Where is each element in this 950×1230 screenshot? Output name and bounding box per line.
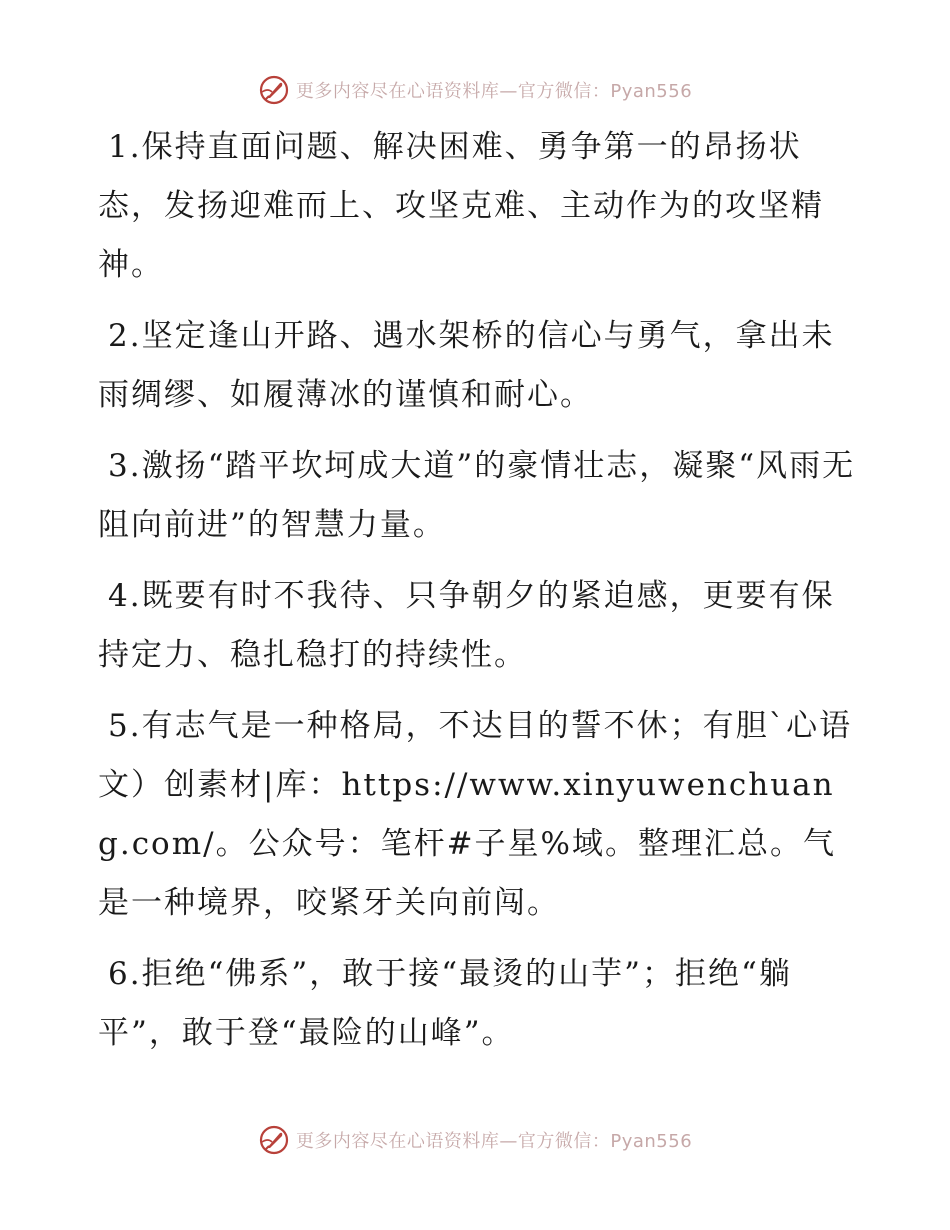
paragraph-2: 2.坚定逢山开路、遇水架桥的信心与勇气，拿出未雨绸缪、如履薄冰的谨慎和耐心。 [98,318,835,413]
paragraph-3: 3.激扬“踏平坎坷成大道”的豪情壮志，凝聚“风雨无阻向前进”的智慧力量。 [98,448,856,543]
paragraph-4: 4.既要有时不我待、只争朝夕的紧迫感，更要有保持定力、稳扎稳打的持续性。 [98,578,835,673]
footer-banner-text: 更多内容尽在心语资料库—官方微信：Pyan556 [295,1131,693,1152]
footer-brand [258,1124,692,1156]
paragraph-6: 6.拒绝“佛系”，敢于接“最烫的山芋”；拒绝“躺平”，敢于登“最险的山峰”。 [98,956,792,1051]
page-header-banner [0,70,950,110]
feather-pen-seal-icon [258,74,290,106]
feather-pen-seal-icon [258,1124,290,1156]
paragraph-1: 1.保持直面问题、解决困难、勇争第一的昂扬状态，发扬迎难而上、攻坚克难、主动作为的攻坚精神。 [98,129,824,283]
header-banner-text: 更多内容尽在心语资料库—官方微信：Pyan556 [295,81,693,102]
document-body [98,118,858,1075]
paragraph-5: 5.有志气是一种格局，不达目的誓不休；有胆`心语文）创素材|库：https://www.xinyuwenchuang.com/。公众号：笔杆#子星%域。整理汇总。气是一种境界，咬紧牙关向前闯。 [98,708,853,921]
page-footer-banner [0,1120,950,1160]
header-brand [258,74,692,106]
